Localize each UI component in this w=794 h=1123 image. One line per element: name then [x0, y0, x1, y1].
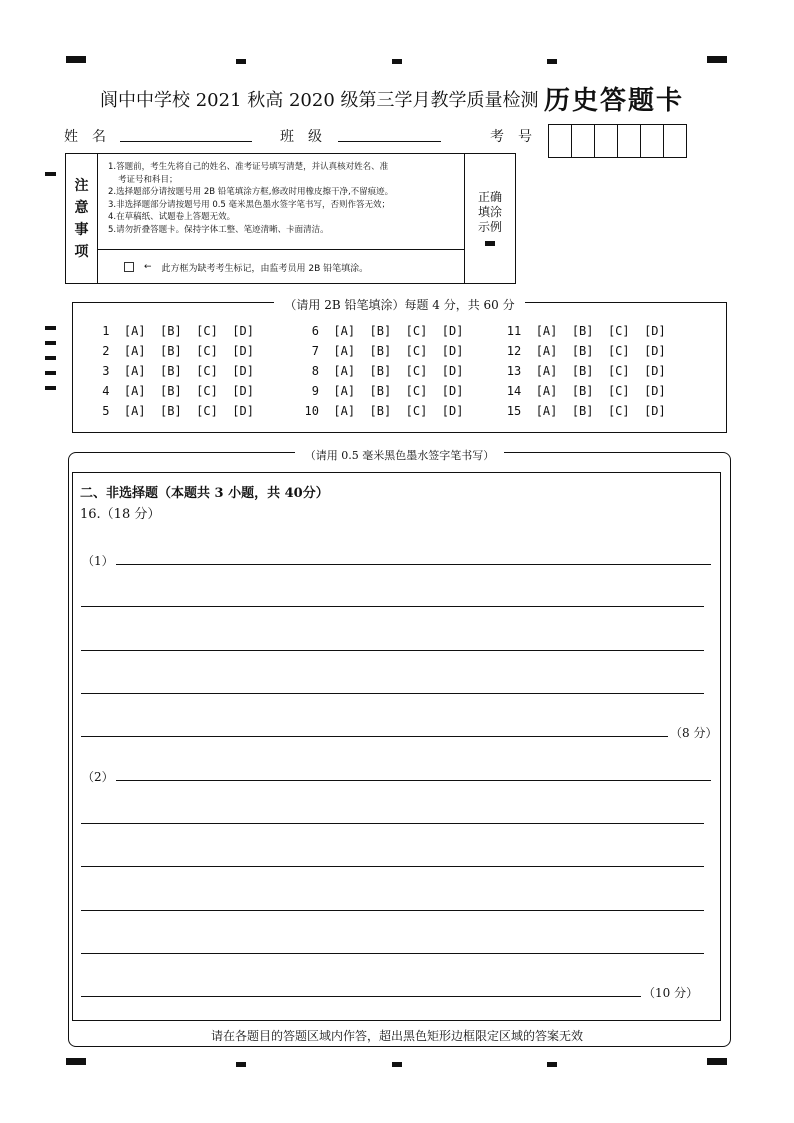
mcq-row[interactable]: 1 [A] [B] [C] [D] 6 [A] [B] [C] [D] 11 [A] [B] [C] [D] [95, 324, 666, 338]
answer-caption: （请用 0.5 毫米黑色墨水签字笔书写） [295, 449, 505, 462]
name-field[interactable] [120, 141, 252, 142]
answer-line[interactable] [81, 693, 704, 694]
notice-items [98, 154, 464, 250]
mcq-caption: （请用 2B 铅笔填涂）每题 4 分，共 60 分 [274, 298, 524, 312]
alignment-mark [707, 56, 727, 63]
notice-item: 考证号和科目； [118, 174, 178, 185]
answer-box [72, 472, 721, 1021]
notice-side-label: 注 意 事 项 [66, 154, 98, 283]
question-title: 16.（18 分） [80, 507, 161, 522]
alignment-mark [45, 356, 56, 360]
alignment-mark [45, 371, 56, 375]
notice-item: 3.非选择题部分请按题号用 0.5 毫米黑色墨水签字笔书写，否则作答无效； [108, 199, 391, 210]
exam-number-box[interactable] [641, 125, 664, 157]
exam-title: 阆中中学校 2021 秋高 2020 级第三学月教学质量检测 [100, 90, 539, 111]
exam-number-label: 考 号 [490, 129, 532, 145]
arrow-left-icon: ← [144, 262, 152, 272]
name-label: 姓 名 [64, 129, 106, 145]
answer-line[interactable] [81, 650, 704, 651]
answer-line[interactable] [81, 866, 704, 867]
subject-title: 历史答题卡 [544, 86, 685, 116]
answer-line[interactable] [81, 910, 704, 911]
exam-number-box[interactable] [572, 125, 595, 157]
exam-number-box[interactable] [618, 125, 641, 157]
exam-number-boxes[interactable] [548, 124, 687, 158]
alignment-mark [236, 59, 246, 64]
notice-item: 1.答题前，考生先将自己的姓名、准考证号填写清楚，并认真核对姓名、准 [108, 162, 389, 172]
alignment-mark [392, 1062, 402, 1067]
footer-note: 请在各题目的答题区域内作答，超出黑色矩形边框限定区域的答案无效 [210, 1029, 583, 1043]
alignment-mark [392, 59, 402, 64]
answer-line[interactable] [81, 736, 668, 737]
notice-item: 4.在草稿纸、试题卷上答题无效。 [108, 212, 236, 222]
multiple-choice-section [72, 298, 727, 433]
exam-number-box[interactable] [664, 125, 686, 157]
alignment-mark [236, 1062, 246, 1067]
answer-line[interactable] [81, 823, 704, 824]
absent-checkbox[interactable] [124, 262, 134, 272]
class-field[interactable] [338, 141, 441, 142]
notice-box [65, 153, 516, 284]
alignment-mark [45, 341, 56, 345]
absent-mark-row [98, 251, 464, 283]
section-title: 二、非选择题（本题共 3 小题，共 40分） [80, 486, 329, 501]
alignment-mark [45, 326, 56, 330]
answer-line[interactable] [81, 606, 704, 607]
alignment-mark [66, 1058, 86, 1065]
answer-line[interactable] [116, 780, 711, 781]
alignment-mark [547, 1062, 557, 1067]
notice-item: 5.请勿折叠答题卡。保持字体工整、笔迹清晰、卡面清洁。 [108, 224, 329, 235]
alignment-mark [66, 56, 86, 63]
absent-text: 此方框为缺考考生标记，由监考员用 2B 铅笔填涂。 [161, 263, 369, 274]
alignment-mark [45, 386, 56, 390]
part1-label: （1） [82, 554, 114, 568]
exam-number-box[interactable] [549, 125, 572, 157]
answer-line[interactable] [81, 996, 641, 997]
notice-item: 2.选择题部分请按题号用 2B 铅笔填涂方框,修改时用橡皮擦干净,不留痕迹。 [108, 187, 394, 197]
mcq-row[interactable]: 5 [A] [B] [C] [D] 10 [A] [B] [C] [D] 15 [A] [B] [C] [D] [95, 404, 666, 418]
fill-example: 正确 填涂 示例 [464, 154, 515, 283]
alignment-mark [547, 59, 557, 64]
part1-score: （8 分） [670, 726, 718, 740]
filled-mark-example [485, 241, 495, 246]
part2-score: （10 分） [643, 986, 699, 1000]
answer-line[interactable] [81, 953, 704, 954]
mcq-row[interactable]: 4 [A] [B] [C] [D] 9 [A] [B] [C] [D] 14 [A] [B] [C] [D] [95, 384, 666, 398]
alignment-mark [45, 172, 56, 176]
answer-line[interactable] [116, 564, 711, 565]
class-label: 班 级 [280, 129, 322, 145]
part2-label: （2） [82, 770, 114, 784]
mcq-row[interactable]: 2 [A] [B] [C] [D] 7 [A] [B] [C] [D] 12 [A] [B] [C] [D] [95, 344, 666, 358]
alignment-mark [707, 1058, 727, 1065]
mcq-row[interactable]: 3 [A] [B] [C] [D] 8 [A] [B] [C] [D] 13 [A] [B] [C] [D] [95, 364, 666, 378]
exam-number-box[interactable] [595, 125, 618, 157]
